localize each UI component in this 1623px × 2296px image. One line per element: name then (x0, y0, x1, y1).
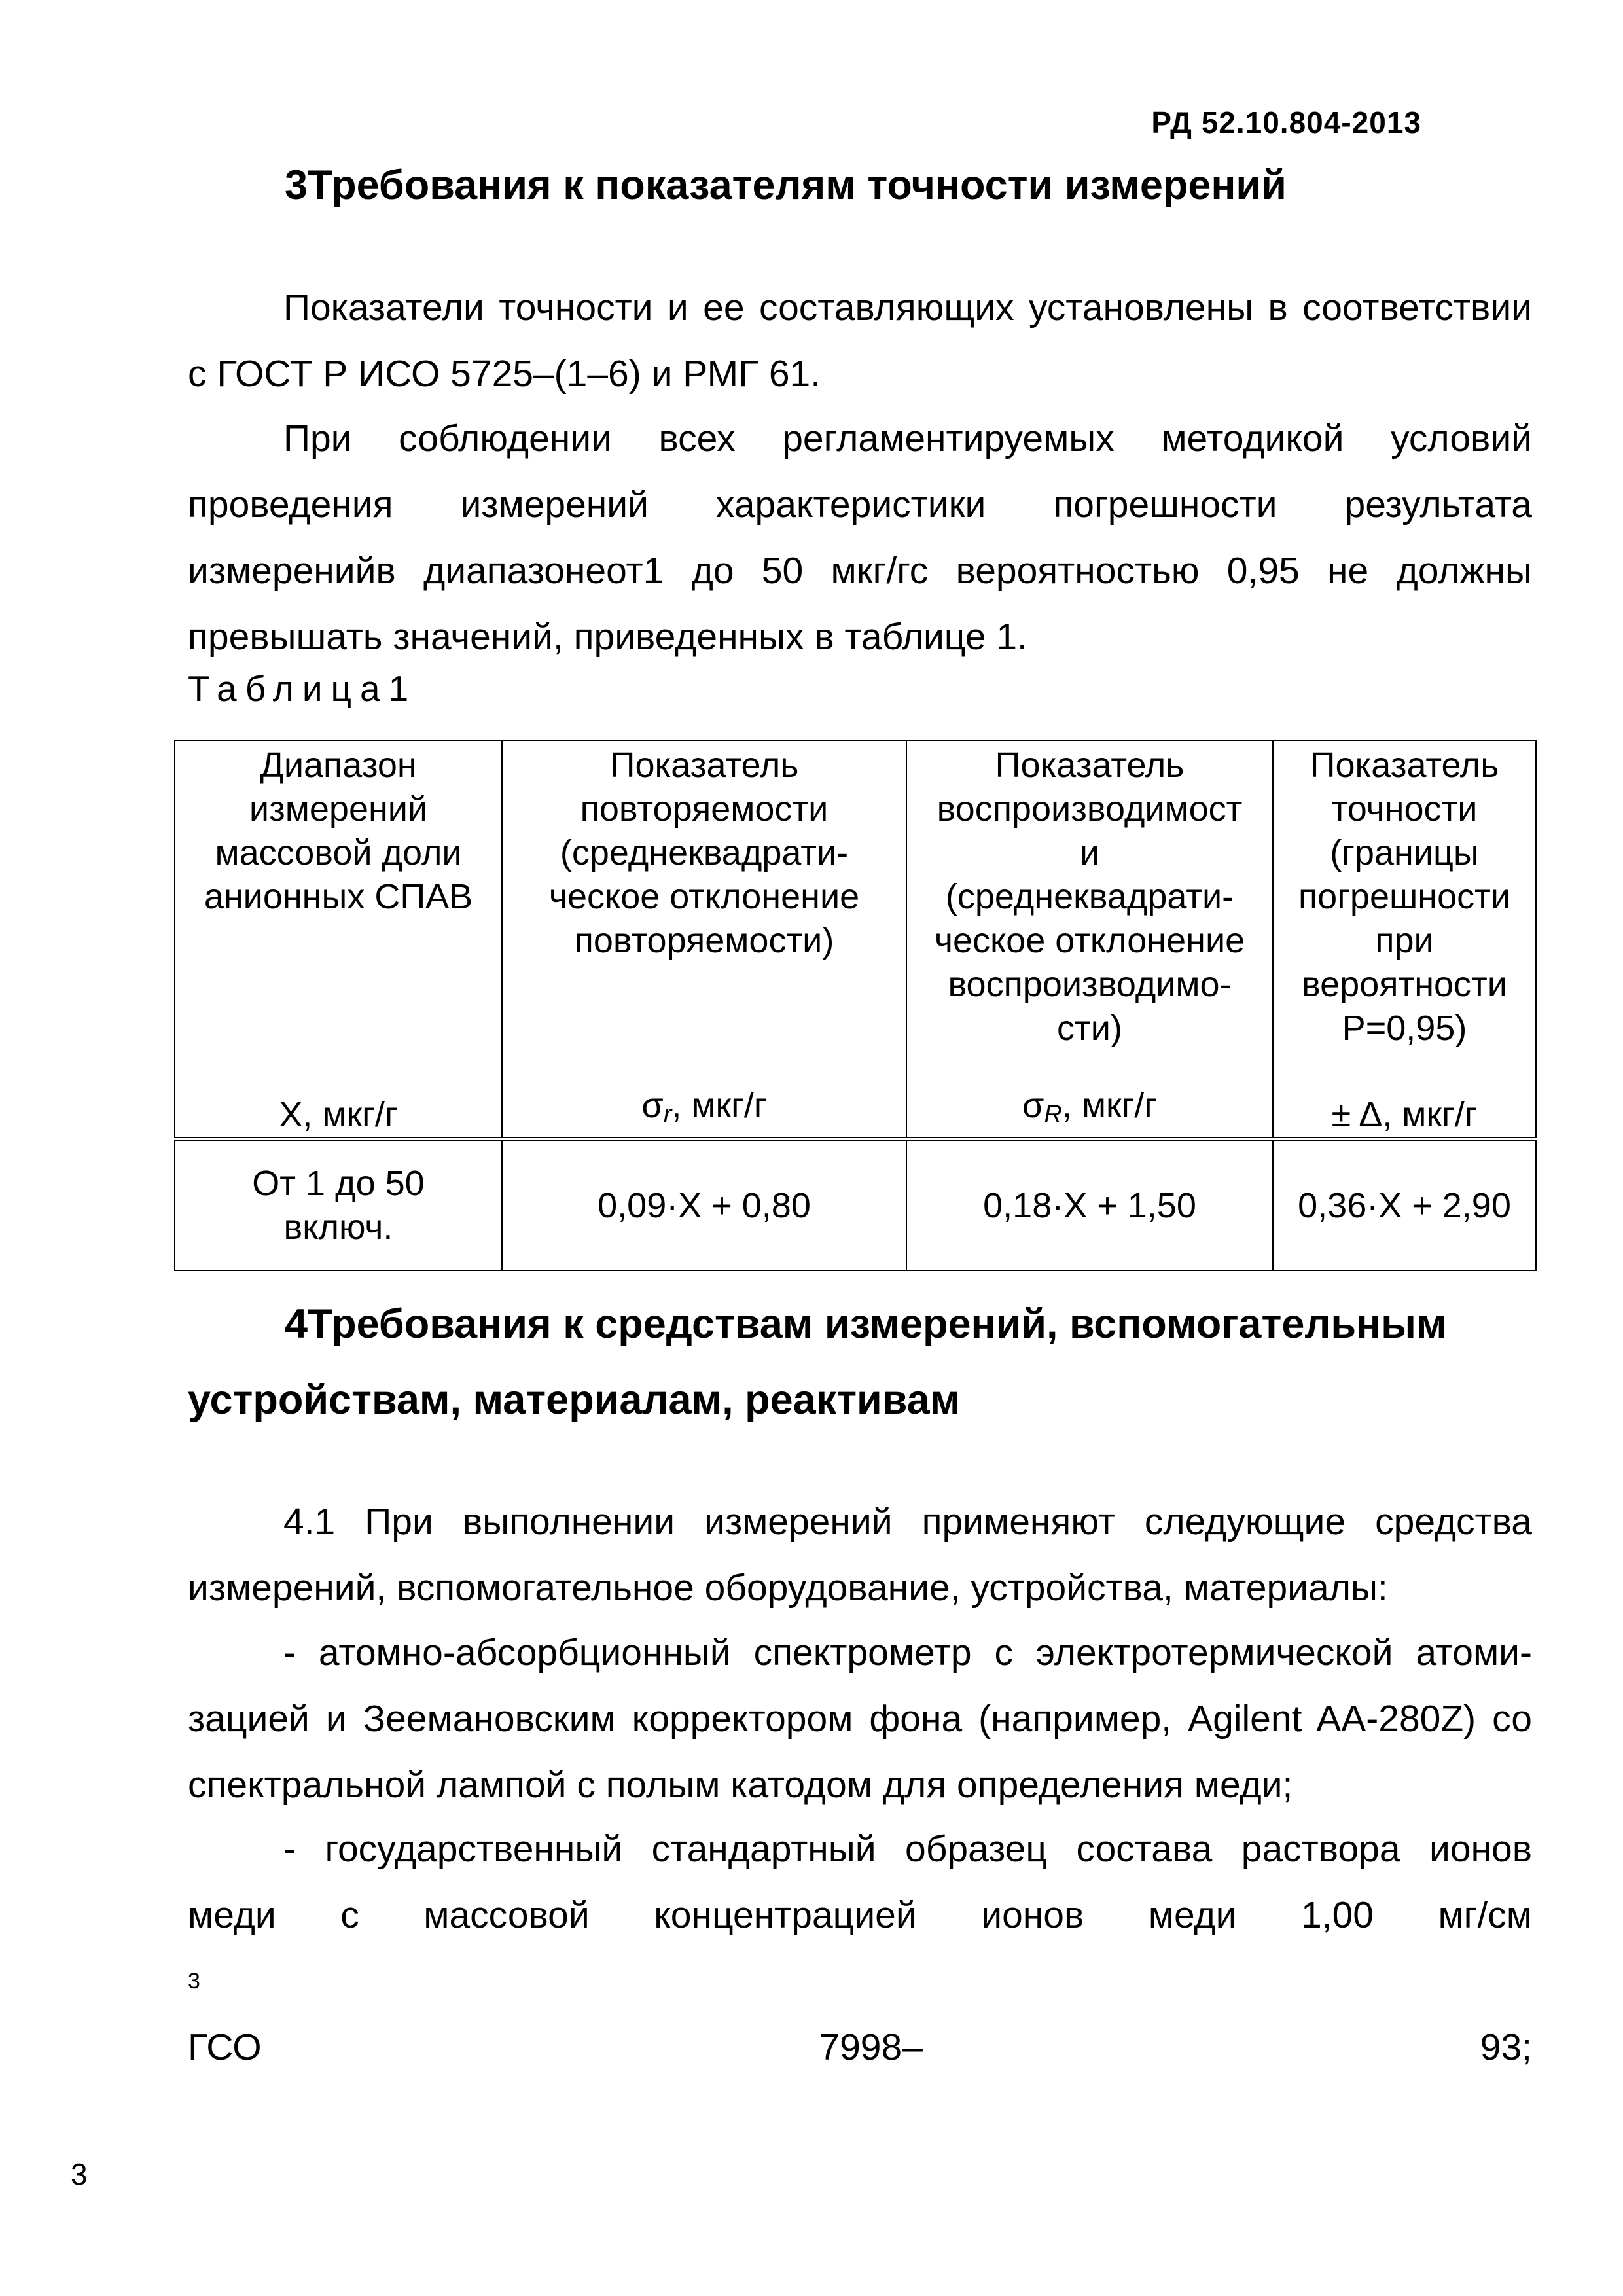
header-line: сти) (1057, 1009, 1122, 1048)
table-caption: Таблица1 (188, 668, 418, 709)
text-line: измеренийв диапазонеот1 до 50 мкг/гс вероятностью 0,95 не должны (188, 550, 1532, 592)
text-line: - атомно-абсорбционный спектрометр с электротермической атоми- (283, 1632, 1532, 1674)
accuracy-table (174, 740, 1537, 1271)
text-line (188, 275, 1532, 341)
cell-line: От 1 до 50 (252, 1164, 425, 1203)
section-4-paragraph-1 (188, 1489, 1532, 1621)
cell-line: включ. (283, 1208, 393, 1247)
text-line: превышать значений, приведенных в таблице 1. (188, 616, 1027, 658)
col-header-repeatability (502, 740, 906, 1084)
text-line: спектральной лампой с полым катодом для определения меди; (188, 1764, 1293, 1806)
header-line: ческое отклонение (548, 877, 860, 916)
text-line: зацией и Зеемановским корректором фона (например, Agilent AA-280Z) со (188, 1698, 1532, 1740)
unit-text: , мкг/г (1061, 1086, 1157, 1125)
header-line: ческое отклонение (934, 921, 1245, 960)
col-unit-range: X, мкг/г (175, 1084, 502, 1139)
header-line: точности (1331, 789, 1478, 829)
header-line: погрешности (1298, 877, 1511, 916)
header-line: повторяемости) (574, 921, 834, 960)
text-line: При соблюдении всех регламентируемых методикой условий (283, 418, 1532, 459)
text-line: с ГОСТ Р ИСО 5725–(1–6) и РМГ 61. (188, 353, 821, 395)
header-line: массовой доли (215, 833, 462, 872)
header-line: анионных СПАВ (204, 877, 473, 916)
subscript: R (1044, 1101, 1062, 1128)
section-4-heading-line-2: устройствам, материалам, реактивам (188, 1377, 961, 1423)
section-4-paragraph-3 (188, 1816, 1532, 2081)
header-line: воспроизводимост (936, 789, 1243, 829)
text-line: 4.1 При выполнении измерений применяют следующие средства (283, 1501, 1532, 1543)
text-line: проведения измерений характеристики погрешности результата (188, 484, 1532, 526)
text-segment: ГСО 7998– 93; (188, 2026, 1532, 2068)
text-segment: меди с массовой концентрацией ионов меди 1,00 мг/см (188, 1894, 1532, 1936)
cell-range (175, 1139, 502, 1271)
header-line: (среднеквадрати- (560, 833, 849, 872)
header-line: Показатель (609, 745, 799, 785)
text-line: измерений, вспомогательное оборудование, устройства, материалы: (188, 1567, 1388, 1609)
col-unit-repeatability (502, 1084, 906, 1139)
text-line: - государственный стандартный образец состава раствора ионов (283, 1828, 1532, 1870)
sigma-symbol: σ (1022, 1086, 1044, 1125)
cell-reproducibility: 0,18·X + 1,50 (906, 1139, 1273, 1271)
header-line: воспроизводимо- (948, 965, 1232, 1004)
col-header-accuracy (1273, 740, 1536, 1084)
header-line: P=0,95) (1342, 1009, 1467, 1048)
header-line: и (1079, 833, 1100, 872)
page-number: 3 (71, 2157, 88, 2191)
header-line: вероятности (1302, 965, 1507, 1004)
header-line: Диапазон (260, 745, 417, 785)
section-3-paragraph-1 (188, 275, 1532, 407)
section-4-heading-line-1: 4Требования к средствам измерений, вспомогательным (285, 1301, 1447, 1347)
header-line: (среднеквадрати- (945, 877, 1234, 916)
header-line: (границы (1330, 833, 1479, 872)
header-line: повторяемости (580, 789, 829, 829)
superscript: 3 (188, 1969, 200, 1994)
table-row (175, 1139, 1536, 1271)
col-header-range (175, 740, 502, 1084)
section-4-paragraph-2 (188, 1620, 1532, 1818)
unit-text: , мкг/г (671, 1086, 767, 1125)
header-line: измерений (249, 789, 428, 829)
cell-repeatability: 0,09·X + 0,80 (502, 1139, 906, 1271)
subscript: r (663, 1101, 672, 1128)
header-line: Показатель (1310, 745, 1499, 785)
header-line: Показатель (995, 745, 1185, 785)
col-unit-reproducibility (906, 1084, 1273, 1139)
col-unit-accuracy: ± Δ, мкг/г (1273, 1084, 1536, 1139)
text-line-content: Показатели точности и ее составляющих установлены в соответствии (283, 287, 1532, 329)
header-line: при (1375, 921, 1434, 960)
sigma-symbol: σ (641, 1086, 664, 1125)
text-line (188, 1882, 1532, 2081)
document-code: РД 52.10.804-2013 (1151, 105, 1421, 139)
section-3-heading: 3Требования к показателям точности измерений (285, 162, 1287, 208)
section-3-paragraph-2 (188, 406, 1532, 670)
cell-accuracy: 0,36·X + 2,90 (1273, 1139, 1536, 1271)
col-header-reproducibility (906, 740, 1273, 1084)
